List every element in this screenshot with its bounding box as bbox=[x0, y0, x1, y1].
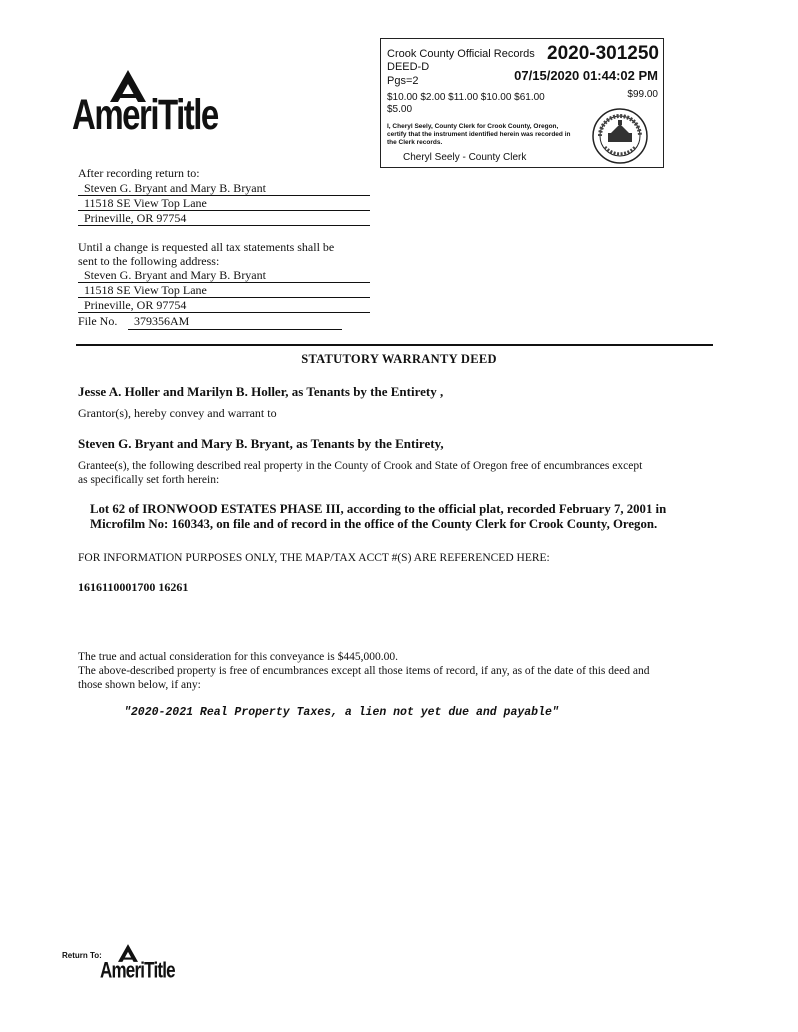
grantors: Jesse A. Holler and Marilyn B. Holler, as Tenants by the Entirety , bbox=[78, 384, 444, 399]
info-purposes-note: FOR INFORMATION PURPOSES ONLY, THE MAP/TAX ACCT #(S) ARE REFERENCED HERE: bbox=[78, 552, 550, 564]
footer-return-label: Return To: bbox=[62, 951, 102, 960]
grantee-clause-1: Grantee(s), the following described real property in the County of Crook and State of Oregon free of encumbrances except bbox=[78, 460, 643, 472]
encumbrance-statement-2: those shown below, if any: bbox=[78, 679, 201, 691]
document-type: DEED-D bbox=[387, 61, 430, 73]
return-to-label: After recording return to: bbox=[78, 166, 200, 180]
fees-line-2: $5.00 bbox=[387, 104, 413, 115]
page-count: Pgs=2 bbox=[387, 75, 419, 87]
file-number-label: File No. bbox=[78, 314, 118, 328]
grantee-clause-2: as specifically set forth herein: bbox=[78, 474, 220, 486]
recorded-datetime: 07/15/2020 01:44:02 PM bbox=[514, 68, 658, 83]
tax-statement-street: 11518 SE View Top Lane bbox=[78, 283, 370, 298]
return-to-name: Steven G. Bryant and Mary B. Bryant bbox=[78, 181, 370, 196]
clerk-certification: I, Cheryl Seely, County Clerk for Crook County, Oregon, certify that the instrument identified herein was recorded in the Clerk records. bbox=[387, 123, 571, 146]
tax-statement-city: Prineville, OR 97754 bbox=[78, 298, 370, 313]
file-number: 379356AM bbox=[128, 314, 342, 330]
return-to-street: 11518 SE View Top Lane bbox=[78, 196, 370, 211]
legal-description-1: Lot 62 of IRONWOOD ESTATES PHASE III, according to the official plat, recorded February 7, 2001 in bbox=[90, 502, 667, 516]
logo-wordmark: AmeriTitle bbox=[72, 90, 218, 139]
consideration-statement: The true and actual consideration for this conveyance is $445,000.00. bbox=[78, 651, 398, 663]
tax-statement-name: Steven G. Bryant and Mary B. Bryant bbox=[78, 268, 370, 283]
footer-ameritle-logo bbox=[100, 944, 190, 984]
tax-statement-label-2: sent to the following address: bbox=[78, 254, 220, 268]
fees-line-1: $10.00 $2.00 $11.00 $10.00 $61.00 bbox=[387, 92, 545, 103]
footer-logo-wordmark: AmeriTitle bbox=[100, 958, 175, 983]
tax-statement-label-1: Until a change is requested all tax statements shall be bbox=[78, 240, 335, 254]
recording-office: Crook County Official Records bbox=[387, 48, 535, 60]
legal-description-2: Microfilm No: 160343, on file and of record in the office of the County Clerk for Crook County, Oregon. bbox=[90, 517, 658, 531]
tax-account-numbers: 1616110001700 16261 bbox=[78, 580, 189, 594]
county-seal-icon bbox=[591, 107, 649, 165]
fee-total: $99.00 bbox=[627, 89, 658, 100]
grantor-clause: Grantor(s), hereby convey and warrant to bbox=[78, 406, 277, 420]
header-divider bbox=[76, 344, 713, 346]
deed-title: STATUTORY WARRANTY DEED bbox=[301, 352, 497, 366]
encumbrance-statement-1: The above-described property is free of encumbrances except all those items of record, if any, as of the date of this deed and bbox=[78, 665, 650, 677]
return-to-city: Prineville, OR 97754 bbox=[78, 211, 370, 226]
record-number: 2020-301250 bbox=[547, 43, 659, 64]
ameritle-logo bbox=[72, 70, 232, 138]
grantees: Steven G. Bryant and Mary B. Bryant, as Tenants by the Entirety, bbox=[78, 436, 444, 451]
tax-exception: "2020-2021 Real Property Taxes, a lien not yet due and payable" bbox=[124, 706, 559, 719]
clerk-signature: Cheryl Seely - County Clerk bbox=[403, 152, 527, 163]
fees-list bbox=[387, 92, 567, 116]
recording-stamp bbox=[380, 38, 664, 168]
